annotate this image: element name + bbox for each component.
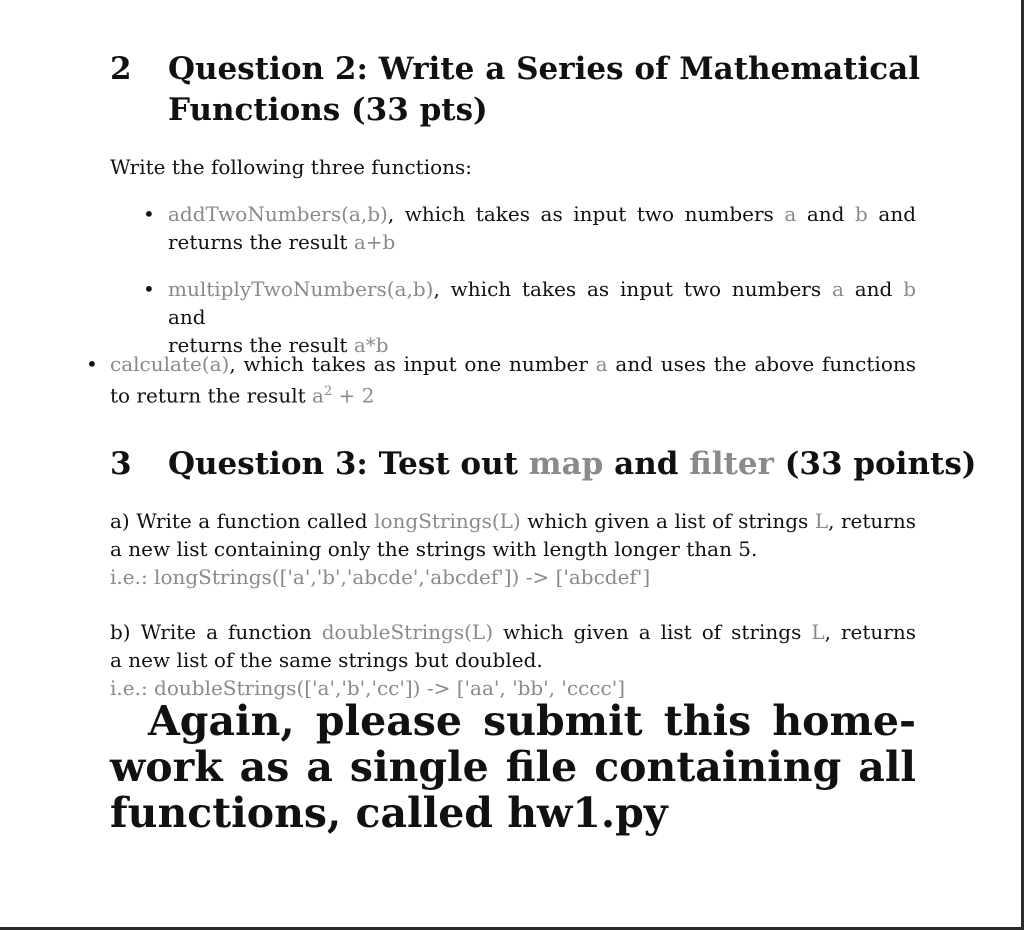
section-3-title: Question 3: Test out map and filter (33 points): [168, 446, 977, 482]
code-calculate: calculate(a): [110, 352, 230, 376]
filter-keyword: filter: [689, 446, 774, 482]
example-double-strings: i.e.: doubleStrings(['a','b','cc']) -> ['aa', 'bb', 'cccc']: [110, 676, 625, 700]
section-2-number: 2: [110, 51, 132, 87]
code-double-strings: doubleStrings(L): [321, 620, 494, 644]
section-3-number: 3: [110, 446, 132, 482]
section-2-title: [168, 49, 920, 131]
map-keyword: map: [528, 446, 604, 482]
bullet-calculate: calculate(a), which takes as input one number a and uses the above functions to return the result $a^2 + 2$: [110, 352, 916, 408]
bullet-multiply-two-numbers: multiplyTwoNumbers(a,b), which takes as input two numbers a and b and returns the result a*b: [168, 277, 916, 357]
closing-line-1: Again, please submit this home-: [148, 697, 916, 745]
question-3-part-a: a) Write a function called longStrings(L) which given a list of strings L, returns a new list containing only the strings with length longer than 5. i.e.: longStrings(['a','b','abcde','abcdef']) -> ['abcdef']: [110, 509, 917, 589]
closing-line-3: functions, called hw1.py: [110, 789, 668, 837]
code-multiply-two-numbers: multiplyTwoNumbers(a,b): [168, 277, 434, 301]
section-2-intro: Write the following three functions:: [110, 155, 473, 179]
section-2-title-line2: Functions (33 pts): [168, 92, 488, 128]
bullet-marker: •: [143, 277, 155, 301]
section-2-title-line1: Question 2: Write a Series of Mathematical: [168, 51, 920, 87]
bullet-marker: •: [86, 352, 98, 376]
example-long-strings: i.e.: longStrings(['a','b','abcde','abcdef']) -> ['abcdef']: [110, 565, 651, 589]
closing-line-2: work as a single file containing all: [110, 743, 916, 791]
bullet-marker: •: [143, 202, 155, 226]
question-3-part-b: b) Write a function doubleStrings(L) which given a list of strings L, returns a new list of the same strings but doubled. i.e.: doubleStrings(['a','b','cc']) -> ['aa', 'bb', 'cccc']: [110, 620, 916, 700]
submission-instructions: [110, 698, 916, 836]
code-add-two-numbers: addTwoNumbers(a,b): [168, 202, 388, 226]
code-long-strings: longStrings(L): [374, 509, 521, 533]
bullet-add-two-numbers: addTwoNumbers(a,b), which takes as input two numbers a and b and returns the result a+b: [168, 202, 916, 254]
